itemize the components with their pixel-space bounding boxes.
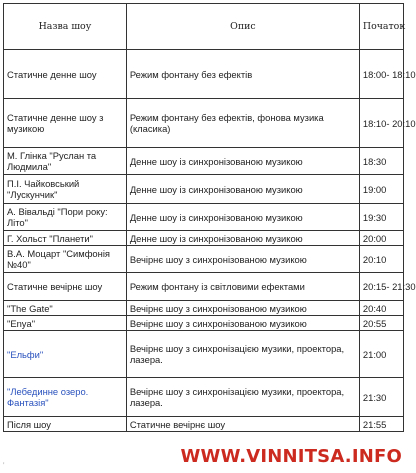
show-time-cell: 21:00: [359, 331, 403, 378]
header-description: Опис: [126, 4, 359, 50]
header-start-time: Початок: [359, 4, 403, 50]
show-name-cell: [4, 331, 127, 378]
show-name-cell: Статичне денне шоу: [4, 50, 127, 99]
show-name-cell: М. Глінка "Руслан та Людмила": [4, 148, 127, 175]
table-row: [4, 301, 404, 316]
table-row: [4, 417, 404, 432]
show-time-cell: 18:10- 20:10: [359, 99, 403, 148]
table-row: [4, 231, 404, 246]
show-description-cell: Режим фонтану без ефектів, фонова музика (класика): [126, 99, 359, 148]
show-description-cell: Денне шоу із синхронізованою музикою: [126, 204, 359, 231]
show-description-cell: Вечірнє шоу з синхронізованою музикою: [126, 316, 359, 331]
show-name-cell: Після шоу: [4, 417, 127, 432]
show-name-cell: [4, 378, 127, 417]
show-description-cell: Вечірнє шоу з синхронізованою музикою: [126, 246, 359, 273]
show-time-cell: 19:30: [359, 204, 403, 231]
show-description-cell: Режим фонтану із світловими ефектами: [126, 273, 359, 301]
show-name-cell: "Enya": [4, 316, 127, 331]
table-row: [4, 148, 404, 175]
show-description-cell: Денне шоу із синхронізованою музикою: [126, 231, 359, 246]
show-time-cell: 20:40: [359, 301, 403, 316]
show-name-cell: Статичне денне шоу з музикою: [4, 99, 127, 148]
show-name-cell: Статичне вечірнє шоу: [4, 273, 127, 301]
show-time-cell: 19:00: [359, 175, 403, 204]
show-time-cell: 20:15- 21:30: [359, 273, 403, 301]
show-description-cell: Вечірнє шоу з синхронізованою музикою: [126, 301, 359, 316]
header-show-name: Назва шоу: [4, 4, 127, 50]
show-name-link[interactable]: "Лебединне озеро. Фантазія": [7, 386, 89, 408]
table-header-row: [4, 4, 404, 50]
show-name-cell: П.І. Чайковський "Лускунчик": [4, 175, 127, 204]
table-row: [4, 316, 404, 331]
show-description-cell: Режим фонтану без ефектів: [126, 50, 359, 99]
show-description-cell: Денне шоу із синхронізованою музикою: [126, 148, 359, 175]
site-watermark: WWW.VINNITSA.INFO: [180, 446, 402, 467]
table-row: [4, 50, 404, 99]
show-time-cell: 21:55: [359, 417, 403, 432]
table-row: [4, 175, 404, 204]
show-time-cell: 18:30: [359, 148, 403, 175]
table-row: [4, 331, 404, 378]
show-name-cell: Г. Хольст "Планети": [4, 231, 127, 246]
show-description-cell: Вечірнє шоу з синхронізацією музики, проектора, лазера.: [126, 378, 359, 417]
show-name-cell: А. Вівальді "Пори року: Літо": [4, 204, 127, 231]
show-description-cell: Статичне вечірнє шоу: [126, 417, 359, 432]
show-description-cell: Вечірнє шоу з синхронізацією музики, проектора, лазера.: [126, 331, 359, 378]
show-schedule-table: [3, 3, 416, 432]
show-time-cell: 21:30: [359, 378, 403, 417]
show-time-cell: 18:00- 18:10: [359, 50, 403, 99]
table-row: [4, 378, 404, 417]
show-time-cell: 20:00: [359, 231, 403, 246]
table-row: [4, 273, 404, 301]
cut-off-mark: ʼ: [3, 463, 5, 470]
show-name-link[interactable]: "Ельфи": [7, 348, 44, 360]
show-description-cell: Денне шоу із синхронізованою музикою: [126, 175, 359, 204]
show-time-cell: 20:10: [359, 246, 403, 273]
show-name-cell: В.А. Моцарт "Симфонія №40": [4, 246, 127, 273]
show-time-cell: 20:55: [359, 316, 403, 331]
table-row: [4, 246, 404, 273]
table-row: [4, 99, 404, 148]
table-row: [4, 204, 404, 231]
show-name-cell: "The Gate": [4, 301, 127, 316]
